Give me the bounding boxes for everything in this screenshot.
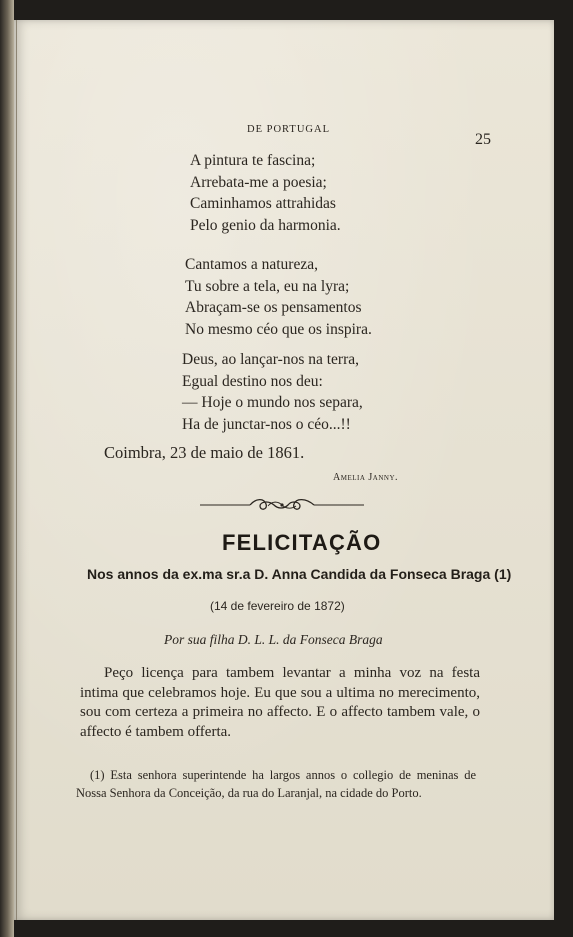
poem-line: Pelo genio da harmonia. — [190, 216, 341, 234]
poem-line: Egual destino nos deu: — [182, 372, 323, 390]
footnote-text: (1) Esta senhora superintende ha largos annos o collegio de meninas de Nossa Senhora da Conceição, da rua do Laranjal, na cidade do Porto. — [76, 768, 476, 800]
paragraph-text: Peço licença para tambem levantar a minha voz na festa intima que celebramos hoje. Eu que sou a ultima no merecimento, sou com certeza a primeira no affecto. E o affecto tambem vale, o affecto é tambem offerta. — [80, 665, 480, 740]
dedication-date: (14 de fevereiro de 1872) — [210, 599, 345, 613]
poem-line: Tu sobre a tela, eu na lyra; — [185, 277, 350, 295]
body-paragraph — [80, 664, 480, 742]
poem-author: Amelia Janny. — [333, 472, 398, 483]
page-number: 25 — [475, 131, 491, 148]
poem-line: Deus, ao lançar-nos na terra, — [182, 351, 359, 368]
running-head: DE PORTUGAL — [247, 124, 330, 135]
poem-line: Cantamos a natureza, — [185, 256, 318, 273]
poem-stanza-3 — [182, 349, 363, 435]
book-spine-edge — [0, 0, 14, 937]
section-title: FELICITAÇÃO — [222, 530, 382, 555]
poem-place-date: Coimbra, 23 de maio de 1861. — [104, 443, 305, 462]
poem-line: Arrebata-me a poesia; — [190, 173, 327, 191]
footnote — [76, 766, 476, 802]
dedication-line: Nos annos da ex.ma sr.a D. Anna Candida da Fonseca Braga (1) — [87, 566, 512, 582]
poem-stanza-2 — [185, 254, 372, 340]
poem-line: — Hoje o mundo nos separa, — [182, 394, 363, 411]
poem-line: A pintura te fascina; — [190, 152, 316, 169]
byline: Por sua filha D. L. L. da Fonseca Braga — [164, 632, 383, 647]
poem-stanza-1 — [190, 150, 341, 236]
poem-line: Caminhamos attrahidas — [190, 195, 336, 212]
poem-line: No mesmo céo que os inspira. — [185, 320, 372, 338]
poem-line: Abraçam-se os pensamentos — [185, 299, 362, 316]
poem-line: Ha de junctar-nos o céo...!! — [182, 415, 351, 433]
ornamental-divider-icon — [198, 494, 366, 516]
page-edge-line — [16, 20, 17, 920]
